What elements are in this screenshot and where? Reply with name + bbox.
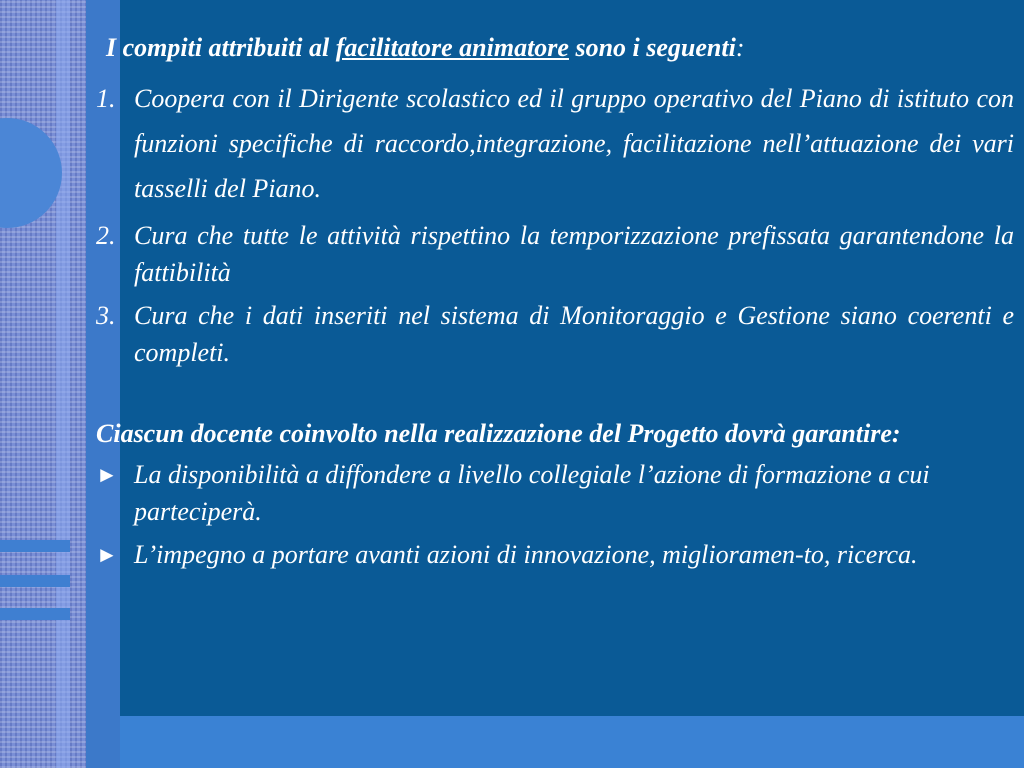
item-text: Cura che tutte le attività rispettino la temporizzazione prefissata garantendone la fattibilità xyxy=(134,221,1014,287)
decorative-vertical-bar xyxy=(56,0,70,768)
heading-colon: : xyxy=(735,33,745,62)
bullet-text: L’impegno a portare avanti azioni di innovazione, miglioramen-to, ricerca. xyxy=(134,540,918,569)
decorative-block xyxy=(0,608,70,620)
item-number: 1. xyxy=(96,84,116,113)
bullet-text: La disponibilità a diffondere a livello collegiale l’azione di formazione a cui parteciperà. xyxy=(134,460,930,526)
list-item xyxy=(96,76,1014,211)
bullet-item xyxy=(96,456,1014,530)
slide-heading xyxy=(106,28,1014,68)
decorative-block xyxy=(0,540,70,552)
list-item xyxy=(96,217,1014,291)
slide-content xyxy=(96,28,1014,573)
heading-prefix: I compiti attribuiti al xyxy=(106,33,336,62)
spacer xyxy=(96,371,1014,411)
subheading: Ciascun docente coinvolto nella realizzazione del Progetto dovrà garantire: xyxy=(96,419,901,448)
item-text: Cura che i dati inseriti nel sistema di Monitoraggio e Gestione siano coerenti e completi. xyxy=(134,301,1014,367)
bottom-band xyxy=(120,716,1024,768)
arrow-bullet-icon: ► xyxy=(96,542,118,567)
item-number: 2. xyxy=(96,221,116,250)
list-item xyxy=(96,297,1014,371)
decorative-textile-strip xyxy=(0,0,86,768)
decorative-block xyxy=(0,575,70,587)
item-text: Coopera con il Dirigente scolastico ed il gruppo operativo del Piano di istituto con funzioni specifiche di raccordo,integrazione, facilitazione nell’attuazione dei vari tasselli del Piano. xyxy=(134,84,1014,203)
heading-suffix: sono i seguenti xyxy=(568,33,736,62)
item-number: 3. xyxy=(96,301,116,330)
arrow-bullet-icon: ► xyxy=(96,462,118,487)
bullet-item xyxy=(96,536,1014,573)
heading-underlined: facilitatore animatore xyxy=(335,33,569,62)
